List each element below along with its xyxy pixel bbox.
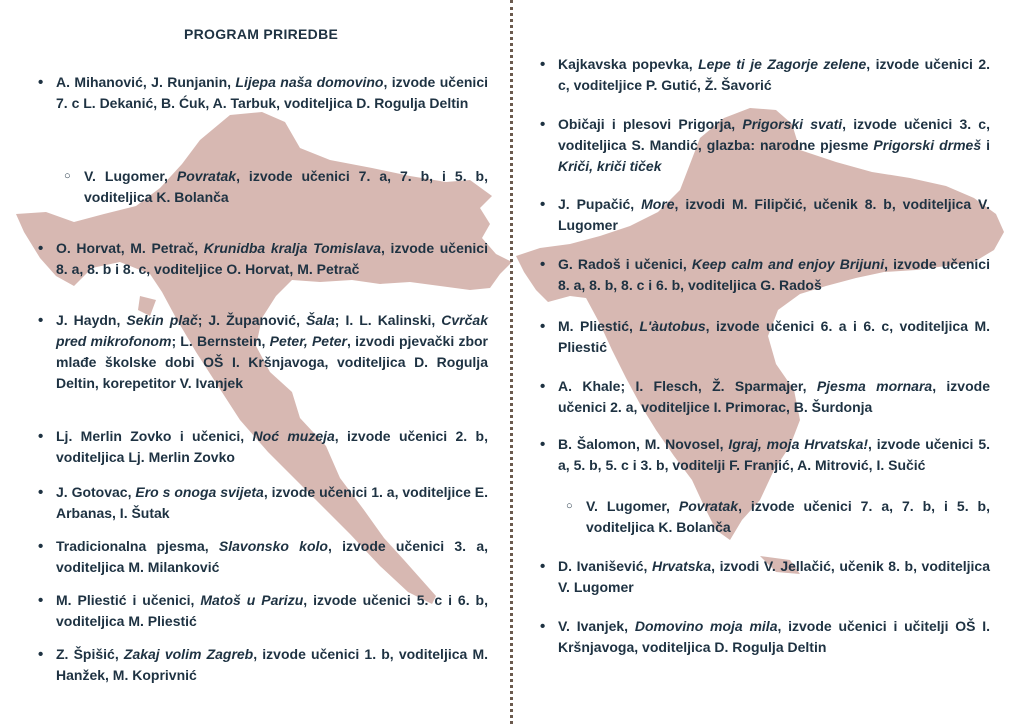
entry-text: , izvode učenici 3. c, voditeljica S. Mandić, glazba: narodne pjesme [558,116,990,153]
entry-text: J. Pupačić, [558,196,642,212]
entry-text: B. Šalomon, M. Novosel, [558,436,729,452]
program-entry [536,254,990,296]
program-entry [34,72,488,114]
entry-text: D. Ivanišević, [558,558,652,574]
entry-text: Kajkavska popevka, [558,56,699,72]
entry-text: , izvode učenici i učitelji OŠ I. Kršnjavoga, voditeljica D. Rogulja Deltin [558,618,990,655]
entry-text: , izvode učenici 1. b, voditeljica M. Hanžek, M. Koprivnić [56,646,489,683]
entry-text: M. Pliestić i učenici, [56,592,201,608]
work-title: Hrvatska [651,558,712,574]
work-title: Šala [305,312,335,328]
entry-text: , izvode učenici 2. b, voditeljica Lj. Merlin Zovko [56,428,488,465]
entry-text: O. Horvat, M. Petrač, [56,240,204,256]
work-title: Pjesma mornara [816,378,933,394]
entry-text: Tradicionalna pjesma, [56,538,219,554]
entry-text: J. Gotovac, [56,484,136,500]
work-title: Domovino moja mila [634,618,778,634]
entry-text: , izvode učenici 7. c L. Dekanić, B. Ćuk, A. Tarbuk, voditeljica D. Rogulja Deltin [56,74,488,111]
entry-text: V. Lugomer, [84,168,177,184]
entry-text: V. Ivanjek, [558,618,635,634]
program-entry [536,316,990,358]
work-title: Kriči, kriči tiček [558,158,662,174]
program-entry [536,114,990,177]
entry-text: G. Radoš i učenici, [558,256,692,272]
work-title: Keep calm and enjoy Brijuni [691,256,885,272]
work-title: Prigorski drmeš [873,137,982,153]
entry-text: , izvode učenici 8. a, 8. b, 8. c i 6. b, voditeljica G. Radoš [558,256,990,293]
entry-text: , izvode učenici 5. a, 5. b, 5. c i 3. b, voditelji F. Franjić, A. Mitrović, I. Sučić [558,436,990,473]
work-title: Slavonsko kolo [218,538,328,554]
program-entry [34,166,488,208]
program-entry [536,54,990,96]
entry-text: , izvodi V. Jellačić, učenik 8. b, voditeljica V. Lugomer [558,558,991,595]
entry-text: ; I. L. Kalinski, [334,312,442,328]
work-title: Igraj, moja Hrvatska! [728,436,869,452]
entry-text: A. Khale; I. Flesch, Ž. Sparmajer, [558,378,817,394]
entry-text: Lj. Merlin Zovko i učenici, [56,428,253,444]
work-title: Lijepa naša domovino [235,74,384,90]
entry-text: , izvode učenici 2. a, voditeljice I. Primorac, B. Šurdonja [558,378,990,415]
entry-text: , izvode učenici 7. a, 7. b, i 5. b, voditeljica K. Bolanča [84,168,488,205]
work-title: Lepe ti je Zagorje zelene [698,56,867,72]
entry-text: , izvodi pjevački zbor mlađe školske dobi OŠ I. Kršnjavoga, voditeljica D. Rogulja Deltin, korepetitor V. Ivanjek [56,333,488,391]
entry-text: , izvode učenici 2. c, voditeljice P. Gutić, Ž. Šavorić [558,56,991,93]
entry-text: J. Haydn, [56,312,127,328]
entry-text: , izvode učenici 8. a, 8. b i 8. c, voditeljice O. Horvat, M. Petrač [56,240,488,277]
entry-text: i [981,137,990,153]
program-entry [34,536,488,578]
entry-text: , izvodi M. Filipčić, učenik 8. b, voditeljica V. Lugomer [558,196,990,233]
program-entry [536,496,990,538]
entry-text: , izvode učenici 5. c i 6. b, voditeljica M. Pliestić [56,592,488,629]
program-entry [536,556,990,598]
work-title: Peter, Peter [269,333,347,349]
program-entry [34,482,488,524]
entry-text: Z. Špišić, [56,646,124,662]
center-dotted-divider [510,0,513,724]
work-title: Cvrčak pred mikrofonom [56,312,488,349]
work-title: Zakaj volim Zagreb [123,646,254,662]
work-title: Matoš u Parizu [200,592,304,608]
program-entry [536,616,990,658]
program-entry [34,310,488,394]
entry-text: ; J. Županović, [197,312,306,328]
work-title: Ero s onoga svijeta [135,484,264,500]
program-entry [536,434,990,476]
entry-text: A. Mihanović, J. Runjanin, [56,74,236,90]
entry-text: , izvode učenici 3. a, voditeljica M. Milanković [56,538,488,575]
entry-text: ; L. Bernstein, [171,333,270,349]
program-entry [34,590,488,632]
program-entry [536,376,990,418]
work-title: L'àutobus [639,318,706,334]
work-title: Prigorski svati [742,116,843,132]
entry-text: , izvode učenici 7. a, 7. b, i 5. b, voditeljica K. Bolanča [586,498,990,535]
page-title: PROGRAM PRIREDBE [184,26,339,42]
program-entry [34,644,488,686]
work-title: Povratak [176,168,237,184]
entry-text: M. Pliestić, [558,318,640,334]
entry-text: Običaji i plesovi Prigorja, [558,116,743,132]
work-title: Sekin plač [126,312,198,328]
program-entry [34,238,488,280]
work-title: Krunidba kralja Tomislava [203,240,382,256]
work-title: Povratak [678,498,739,514]
program-entry [536,194,990,236]
entry-text: , izvode učenici 6. a i 6. c, voditeljica M. Pliestić [558,318,990,355]
work-title: More [641,196,675,212]
work-title: Noć muzeja [252,428,335,444]
entry-text: , izvode učenici 1. a, voditeljice E. Arbanas, I. Šutak [56,484,488,521]
program-entry [34,426,488,468]
entry-text: V. Lugomer, [586,498,679,514]
